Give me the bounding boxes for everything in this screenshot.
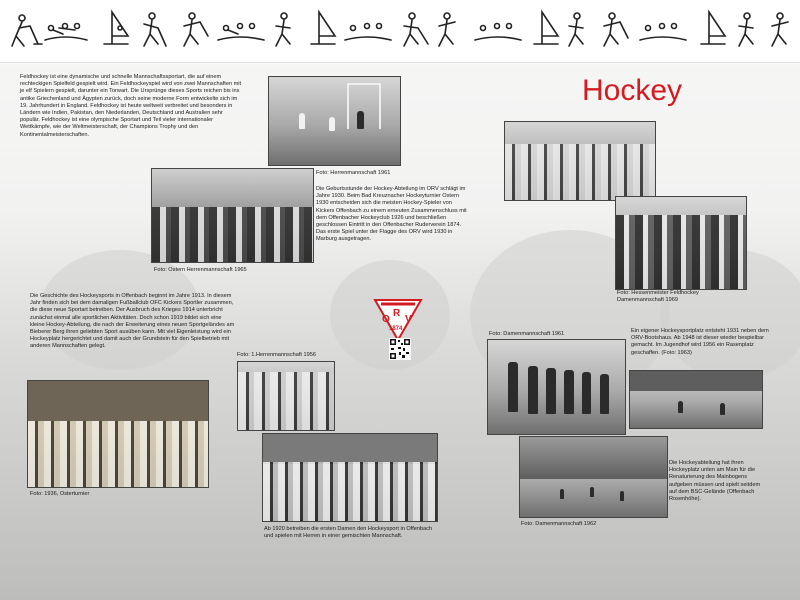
player-figure — [600, 374, 609, 414]
player-figure — [564, 370, 574, 414]
team-group — [616, 215, 746, 289]
photo-damen-1920 — [262, 433, 438, 522]
logo-year: 1874 — [389, 326, 403, 332]
team-group — [238, 372, 334, 430]
trees — [630, 371, 762, 391]
text-hockeyplatz: Ein eigener Hockeysportplatz entsteht 1931 neben dem ORV-Bootshaus. Ab 1948 ist dieser wieder bespielbar gemacht. Im Jugendhof wird 1956 ein Rasenplatz geschaffen. (Foto: 1963) — [631, 328, 769, 356]
sport-pictogram-icons — [0, 6, 800, 56]
logo-letter-v: V — [405, 314, 412, 325]
photo-damen-1961 — [487, 339, 626, 435]
team-group — [505, 144, 655, 200]
caption-ostern-1965: Foto: Ostern Herrenmannschaft 1965 — [154, 267, 247, 273]
trees — [520, 437, 667, 479]
hockey-goal — [347, 83, 381, 129]
caption-herren-1961: Foto: Herrenmannschaft 1961 — [316, 170, 391, 176]
worker-figure — [678, 401, 683, 413]
orv-logo — [373, 296, 423, 342]
player-figure — [560, 489, 564, 499]
player-figure — [546, 368, 556, 414]
player-figure — [528, 366, 538, 414]
logo-letter-o: O — [382, 314, 390, 325]
qr-code-icon[interactable] — [389, 338, 411, 360]
player-figure — [620, 491, 624, 501]
photo-herren-team-right — [504, 121, 656, 201]
photo-herren-1956 — [237, 361, 335, 431]
caption-herren-1956: Foto: 1.Herrenmannschaft 1956 — [237, 352, 316, 358]
photo-ostern-1965 — [151, 168, 314, 263]
team-group — [263, 462, 437, 521]
logo-letter-r: R — [393, 308, 401, 319]
player-figure — [590, 487, 594, 497]
player-figure — [508, 362, 518, 412]
trees — [263, 434, 437, 464]
text-rosenhoehe: Die Hockeyabteilung hat ihren Hockeyplatz unten am Main für die Renaturierung des Mainbogens aufgeben müssen und spielt seitdem auf dem BSC-Gelände (Offenbach Rosenhöhe). — [669, 460, 761, 503]
player-figure — [582, 372, 591, 414]
intro-text: Feldhockey ist eine dynamische und schnelle Mannschaftssportart, die auf einem rechteckigen Spielfeld gespielt wird. Ein Feldhockeyspiel wird von zwei Mannschaften mit je elf Spielern gespielt, darunter ein Torwart. Die Ursprünge dieses Sports reichen bis ins antike Griechenland und Ägypten zurück, doch seine moderne Form entwickelte sich im 19. Jahrhundert in England. Feldhockey ist heute weltweit verbreitet und besonders in Ländern wie Indien, Pakistan, den Niederlanden, Deutschland und Australien sehr populär. Feldhockey ist eine olympische Sportart und Teil vieler internationaler Wettkämpfe, wie der Weltmeisterschaft, der Champions Trophy und den Kontinentalmeisterschaften. — [20, 74, 242, 138]
page-title: Hockey — [582, 74, 683, 107]
player-figure — [357, 111, 364, 129]
team-group — [152, 207, 313, 262]
caption-damen-1962: Foto: Damenmannschaft 1962 — [521, 521, 597, 527]
photo-damen-1962 — [519, 436, 668, 518]
sport-pictogram-banner — [0, 0, 800, 63]
photo-hessenmeister-1969 — [615, 196, 747, 290]
team-group — [28, 421, 208, 487]
caption-hessenmeister: Foto: Hessenmeister Feldhockey Damenmannschaft 1969 — [617, 290, 699, 303]
player-figure — [329, 117, 335, 131]
player-figure — [299, 113, 305, 129]
text-geschichte: Die Geschichte des Hockeysports in Offenbach beginnt im Jahre 1913. In diesem Jahr finden sich bei dem damaligen Fußballclub OFC Kickers Sportler zusammen, die diese neue Sportart betreiben. Der Ausbruch des Krieges 1914 unterbricht zunächst einmal alle sportlichen Aktivitäten. Doch schon 1919 bildet sich eine kleine Hockey-Abteilung, die nach der Erweiterung eines neuen Sportgeländes am Bieberer Berg ihren geliebten Sport ausüben kann. Mit viel Eigenleistung wird ein Hockeyplatz hergerichtet und damit auch der Grundstein für den Spielbetrieb mit anderen Mannschaften gelegt. — [30, 293, 235, 350]
caption-osterturnier-1936: Foto: 1936, Osterturnier — [30, 491, 90, 497]
photo-osterturnier-1936 — [27, 380, 209, 488]
text-geburtsstunde: Die Geburtsstunde der Hockey-Abteilung im ORV schlägt im Jahre 1930. Beim Bad Kreuznacher Hockeyturnier Ostern 1930 entscheiden sich die meisten Hockey-Spieler von Kickers Offenbach zu einem erneuten Zusammenschluss mit dem Offenbacher Hockeyclub 1926 und beschließen geschlossen Eintritt in den Offenbacher Ruderverein 1874. Das erste Spiel unter der Flagge des ORV wird 1930 in Marburg ausgetragen. — [316, 186, 467, 243]
photo-herren-1961 — [268, 76, 401, 166]
building — [28, 381, 208, 421]
photo-hockeyplatz-1963 — [629, 370, 763, 429]
caption-damen-1961: Foto: Damenmannschaft 1961 — [489, 331, 565, 337]
text-damen-1920: Ab 1920 betreiben die ersten Damen den Hockeysport in Offenbach und spielen mit Herren in einer gemischten Mannschaft. — [264, 526, 433, 540]
worker-figure — [720, 403, 725, 415]
